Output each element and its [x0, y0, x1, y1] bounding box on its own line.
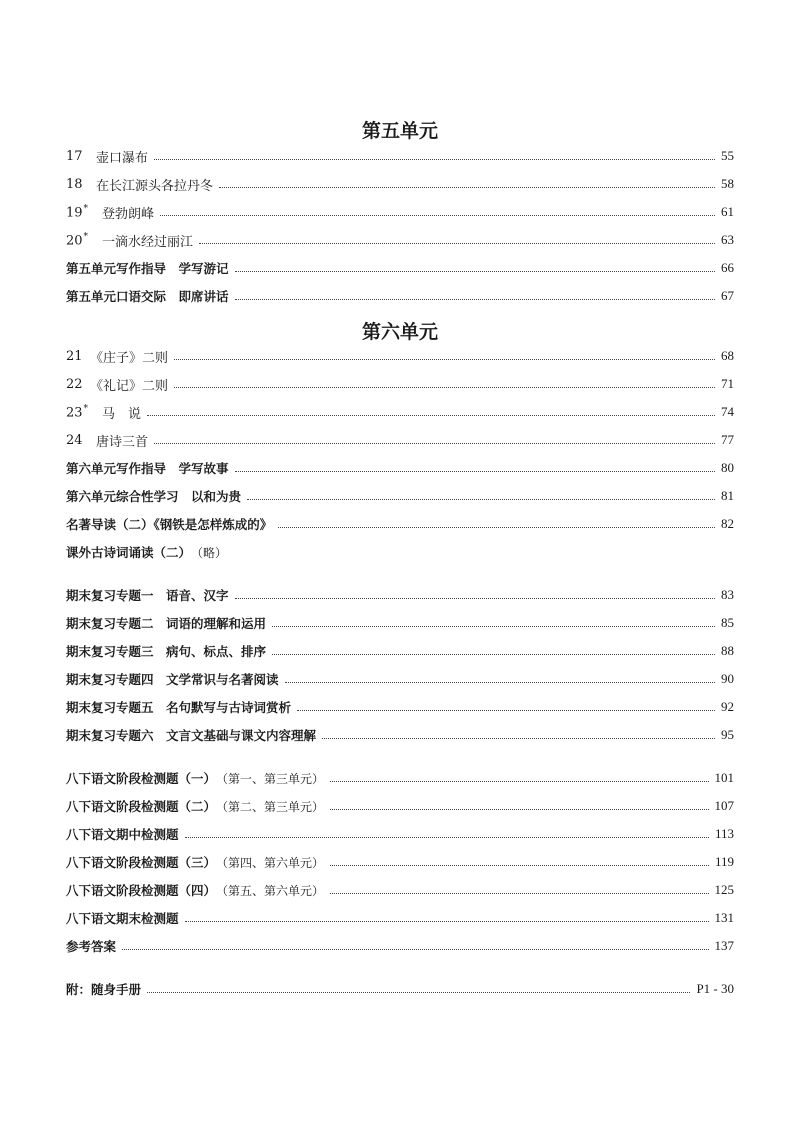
- dot-leader: [272, 626, 715, 627]
- toc-entry[interactable]: [66, 257, 734, 279]
- dot-leader: [185, 837, 709, 838]
- dot-leader: [122, 949, 708, 950]
- section-title: 八下语文阶段检测题（四）: [66, 883, 217, 898]
- dot-leader: [235, 598, 715, 599]
- dot-leader: [278, 527, 715, 528]
- section-title: 期末复习专题六 文言文基础与课文内容理解: [66, 728, 317, 743]
- section-title: 八下语文期中检测题: [66, 827, 179, 842]
- section-title: 期末复习专题三 病句、标点、排序: [66, 644, 267, 659]
- toc-entry[interactable]: [66, 724, 734, 746]
- dot-leader: [235, 271, 715, 272]
- lesson-title: 一滴水经过丽江: [102, 234, 194, 250]
- lesson-title: 马 说: [102, 406, 142, 422]
- lesson-number: 19*: [66, 203, 89, 221]
- toc-entry[interactable]: [66, 401, 734, 423]
- toc-entry[interactable]: [66, 879, 734, 901]
- page-number: 119: [714, 854, 734, 869]
- page-number: 88: [721, 643, 734, 658]
- page-number: 81: [721, 488, 734, 503]
- section-title: 八下语文阶段检测题（二）: [66, 799, 217, 814]
- lesson-number: 23*: [66, 403, 89, 421]
- toc-entry[interactable]: [66, 696, 734, 718]
- page-number: 55: [721, 148, 734, 163]
- page-number: 125: [714, 882, 734, 897]
- toc-entry[interactable]: [66, 345, 734, 367]
- dot-leader: [272, 654, 715, 655]
- page-number: 61: [721, 204, 734, 219]
- page-number: 107: [714, 798, 734, 813]
- self-study-mark: *: [83, 403, 89, 414]
- toc-entry[interactable]: [66, 201, 734, 223]
- toc-entry[interactable]: [66, 429, 734, 451]
- toc-entry[interactable]: [66, 145, 734, 167]
- page-number: 80: [721, 460, 734, 475]
- page-number: P1 - 30: [696, 981, 734, 996]
- lesson-title: 《庄子》二则: [90, 350, 169, 366]
- section-title: 第六单元综合性学习 以和为贵: [66, 489, 242, 504]
- dot-leader: [285, 682, 715, 683]
- page-number: 113: [714, 826, 734, 841]
- self-study-mark: *: [83, 231, 89, 242]
- toc-entry[interactable]: [66, 612, 734, 634]
- section-title: 期末复习专题五 名句默写与古诗词赏析: [66, 700, 292, 715]
- section-title: 附：随身手册: [66, 982, 142, 997]
- page-number: 131: [714, 910, 734, 925]
- page-number: 101: [714, 770, 734, 785]
- page-number: 63: [721, 232, 734, 247]
- dot-leader: [174, 359, 715, 360]
- toc-entry[interactable]: [66, 823, 734, 845]
- lesson-title: 《礼记》二则: [90, 378, 169, 394]
- section-title: 第五单元口语交际 即席讲话: [66, 289, 229, 304]
- lesson-number: 24: [66, 432, 83, 448]
- page-number: 66: [721, 260, 734, 275]
- section-title: 期末复习专题一 语音、汉字: [66, 588, 229, 603]
- dot-leader: [235, 471, 715, 472]
- toc-entry[interactable]: [66, 584, 734, 606]
- dot-leader: [322, 738, 715, 739]
- toc-entry[interactable]: [66, 285, 734, 307]
- dot-leader: [219, 187, 715, 188]
- toc-entry[interactable]: [66, 541, 734, 563]
- dot-leader: [199, 243, 715, 244]
- toc-entry[interactable]: [66, 978, 734, 1000]
- section-note: （第四、第六单元）: [216, 855, 325, 870]
- section-title: 八下语文阶段检测题（三）: [66, 855, 217, 870]
- page-number: 85: [721, 615, 734, 630]
- toc-entry[interactable]: [66, 795, 734, 817]
- dot-leader: [330, 781, 708, 782]
- dot-leader: [330, 893, 708, 894]
- section-title: 八下语文阶段检测题（一）: [66, 771, 217, 786]
- lesson-number: 22: [66, 376, 83, 392]
- dot-leader: [154, 159, 715, 160]
- section-note: （第一、第三单元）: [216, 771, 325, 786]
- toc-entry[interactable]: [66, 513, 734, 535]
- page-number: 58: [721, 176, 734, 191]
- dot-leader: [185, 921, 709, 922]
- page-number: 68: [721, 348, 734, 363]
- toc-entry[interactable]: [66, 668, 734, 690]
- toc-entry[interactable]: [66, 907, 734, 929]
- toc-entry[interactable]: [66, 373, 734, 395]
- section-title: 参考答案: [66, 939, 117, 954]
- dot-leader: [147, 415, 715, 416]
- toc-entry[interactable]: [66, 935, 734, 957]
- unit-6-heading: 第六单元: [361, 321, 438, 343]
- toc-entry[interactable]: [66, 851, 734, 873]
- page-number: 77: [721, 432, 734, 447]
- page-number: 67: [721, 288, 734, 303]
- lesson-title: 在长江源头各拉丹冬: [96, 178, 214, 194]
- toc-entry[interactable]: [66, 229, 734, 251]
- page-number: 71: [721, 376, 734, 391]
- section-note: （第二、第三单元）: [216, 799, 325, 814]
- page-number: 95: [721, 727, 734, 742]
- section-note: （略）: [191, 545, 228, 560]
- page-number: 137: [714, 938, 734, 953]
- lesson-number: 17: [66, 148, 83, 164]
- page-number: 83: [721, 587, 734, 602]
- lesson-title: 登勃朗峰: [102, 206, 155, 222]
- dot-leader: [247, 499, 715, 500]
- dot-leader: [330, 865, 709, 866]
- section-title: 期末复习专题二 词语的理解和运用: [66, 616, 267, 631]
- lesson-number: 18: [66, 176, 83, 192]
- dot-leader: [235, 299, 715, 300]
- lesson-number: 20*: [66, 231, 89, 249]
- lesson-number: 21: [66, 348, 83, 364]
- self-study-mark: *: [83, 203, 89, 214]
- section-title: 课外古诗词诵读（二）: [66, 545, 192, 560]
- section-title: 八下语文期末检测题: [66, 911, 179, 926]
- page-number: 92: [721, 699, 734, 714]
- toc-entry[interactable]: [66, 767, 734, 789]
- section-title: 名著导读（二）《钢铁是怎样炼成的》: [66, 517, 273, 532]
- lesson-title: 壶口瀑布: [96, 150, 149, 166]
- section-title: 第六单元写作指导 学写故事: [66, 461, 229, 476]
- page-number: 90: [721, 671, 734, 686]
- dot-leader: [154, 443, 715, 444]
- page-number: 82: [721, 516, 734, 531]
- unit-5-heading: 第五单元: [361, 120, 438, 142]
- page-number: 74: [721, 404, 734, 419]
- toc-entry[interactable]: [66, 485, 734, 507]
- dot-leader: [160, 215, 715, 216]
- section-title: 期末复习专题四 文学常识与名著阅读: [66, 672, 279, 687]
- dot-leader: [330, 809, 708, 810]
- toc-entry[interactable]: [66, 173, 734, 195]
- section-title: 第五单元写作指导 学写游记: [66, 261, 229, 276]
- lesson-title: 唐诗三首: [96, 434, 149, 450]
- dot-leader: [147, 992, 690, 993]
- section-note: （第五、第六单元）: [216, 883, 325, 898]
- dot-leader: [297, 710, 715, 711]
- toc-entry[interactable]: [66, 457, 734, 479]
- toc-entry[interactable]: [66, 640, 734, 662]
- dot-leader: [174, 387, 715, 388]
